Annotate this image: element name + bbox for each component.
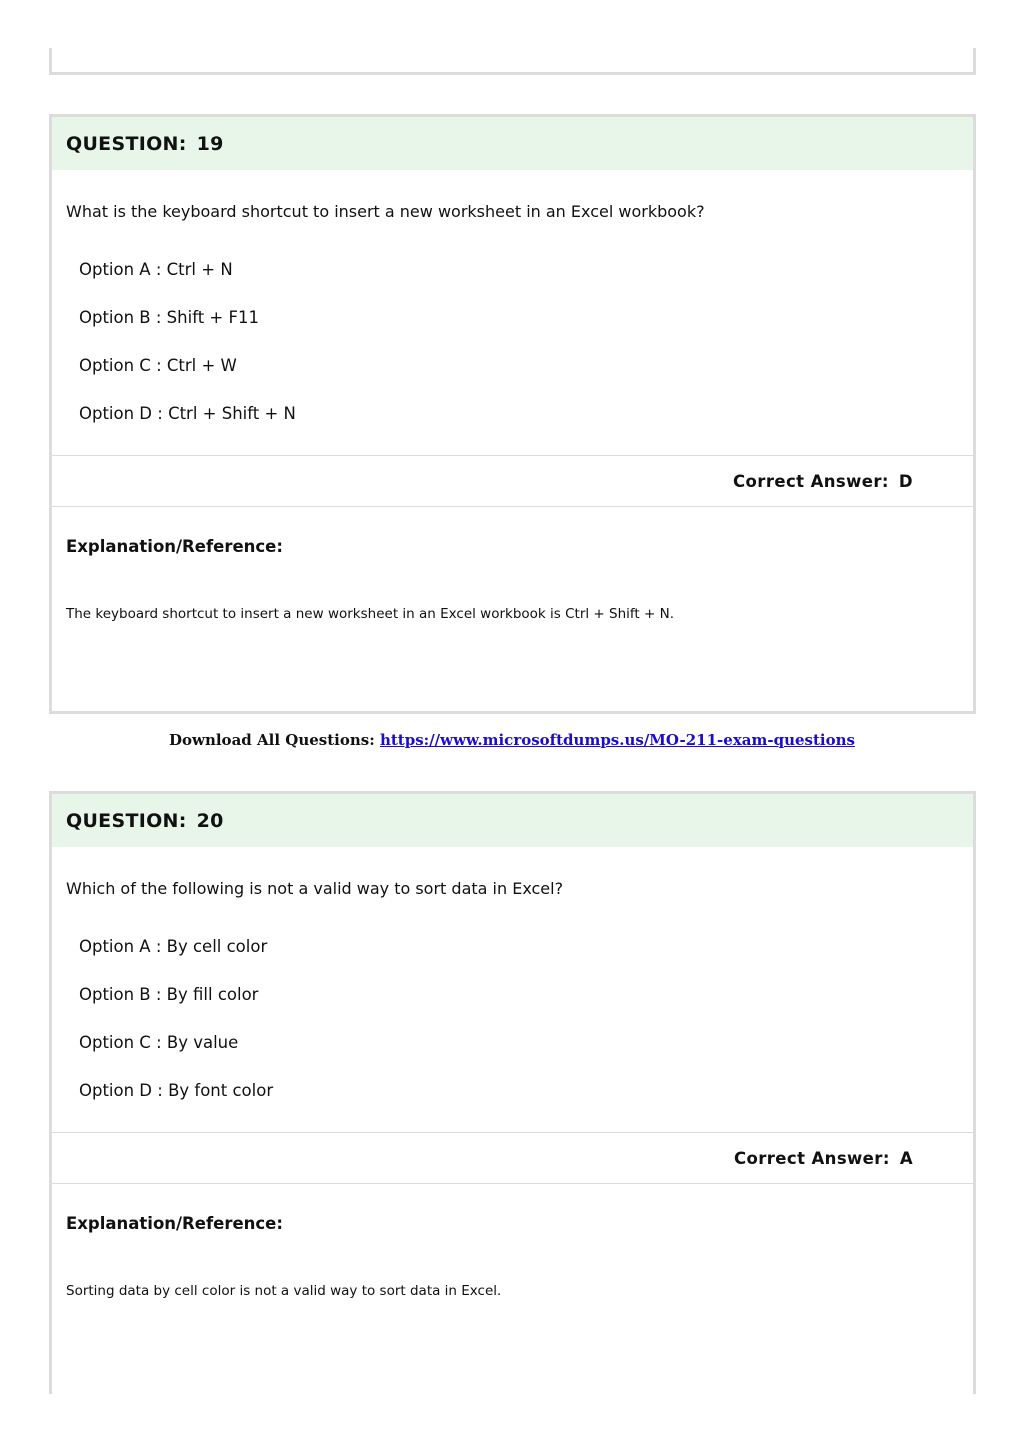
question-number: 20 [196, 809, 224, 832]
explanation-section [52, 1184, 973, 1299]
explanation-section [52, 507, 973, 622]
explanation-title: Explanation/Reference: [66, 537, 283, 556]
correct-answer-label: Correct Answer: [733, 1148, 890, 1168]
download-all-questions [0, 731, 1024, 749]
explanation-text: The keyboard shortcut to insert a new worksheet in an Excel workbook is Ctrl + Shift + N. [66, 606, 674, 622]
explanation-title: Explanation/Reference: [66, 1214, 283, 1233]
question-number: 19 [196, 132, 224, 155]
question-label: QUESTION: [66, 132, 187, 155]
option-d: Option D : By font color [79, 1081, 274, 1100]
question-text: What is the keyboard shortcut to insert a new worksheet in an Excel workbook? [66, 202, 705, 221]
download-label: Download All Questions: [169, 731, 375, 749]
question-body [52, 170, 973, 455]
option-a: Option A : Ctrl + N [79, 260, 233, 279]
correct-answer-value: A [899, 1148, 913, 1168]
question-header [52, 794, 973, 847]
previous-question-card-bottom [49, 48, 976, 75]
correct-answer-label: Correct Answer: [733, 471, 889, 491]
correct-answer-row [52, 455, 973, 507]
option-a: Option A : By cell color [79, 937, 268, 956]
option-c: Option C : Ctrl + W [79, 356, 237, 375]
option-b: Option B : Shift + F11 [79, 308, 259, 327]
option-d: Option D : Ctrl + Shift + N [79, 404, 296, 423]
question-label: QUESTION: [66, 809, 187, 832]
option-c: Option C : By value [79, 1033, 239, 1052]
question-header [52, 117, 973, 170]
question-text: Which of the following is not a valid way to sort data in Excel? [66, 879, 564, 898]
question-body [52, 847, 973, 1132]
question-card-19 [49, 114, 976, 714]
option-b: Option B : By fill color [79, 985, 259, 1004]
correct-answer-row [52, 1132, 973, 1184]
question-card-20 [49, 791, 976, 1394]
correct-answer-value: D [898, 471, 913, 491]
explanation-text: Sorting data by cell color is not a valid way to sort data in Excel. [66, 1283, 502, 1299]
download-link[interactable]: https://www.microsoftdumps.us/MO-211-exam-questions [379, 731, 855, 749]
